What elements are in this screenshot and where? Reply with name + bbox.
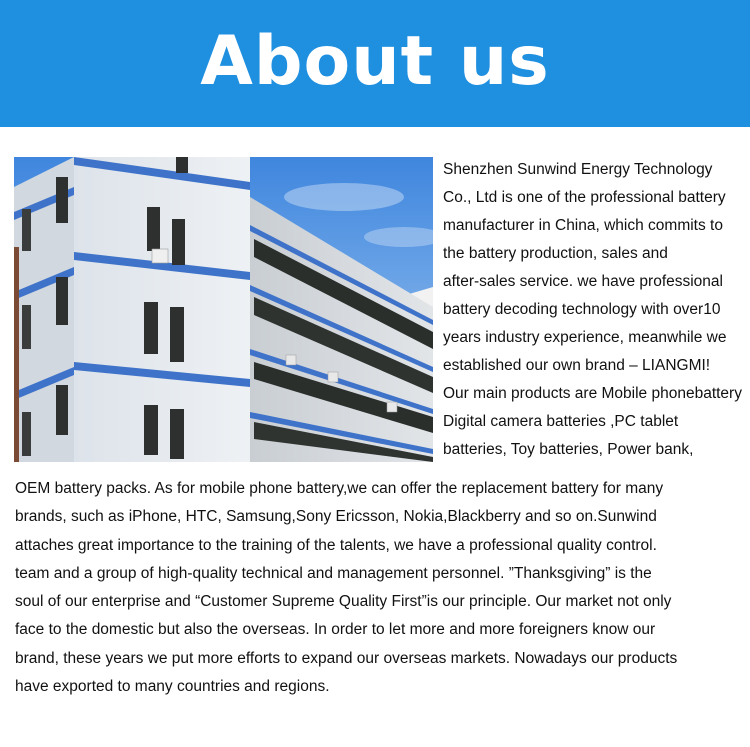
factory-building-image <box>14 157 433 462</box>
page-title: About us <box>200 22 550 101</box>
body-paragraph: OEM battery packs. As for mobile phone battery,we can offer the replacement battery for many brands, such as iPhone, HTC, Samsung,Sony Ericsson, Nokia,Blackberry and so on.Sunwind attaches great importance to the training of the talents, we have a professional quality control. team and a group of high-quality technical and management personnel. ”Thanksgiving” is the soul of our enterprise and “Customer Supreme Quality First”is our principle. Our market not only face to the domestic but also the overseas. In order to let more and more foreigners know our brand, these years we put more efforts to expand our overseas markets. Nowadays our products have exported to many countries and regions. <box>15 480 678 696</box>
header-banner <box>0 0 750 127</box>
intro-paragraph: Shenzhen Sunwind Energy Technology Co., Ltd is one of the professional battery manufacturer in China, which commits to the battery production, sales and after-sales service. we have professional battery decoding technology with over10 years industry experience, meanwhile we established our own brand – LIANGMI! Our main products are Mobile phonebattery Digital camera batteries ,PC tablet batteries, Toy batteries, Power bank, <box>443 161 742 458</box>
